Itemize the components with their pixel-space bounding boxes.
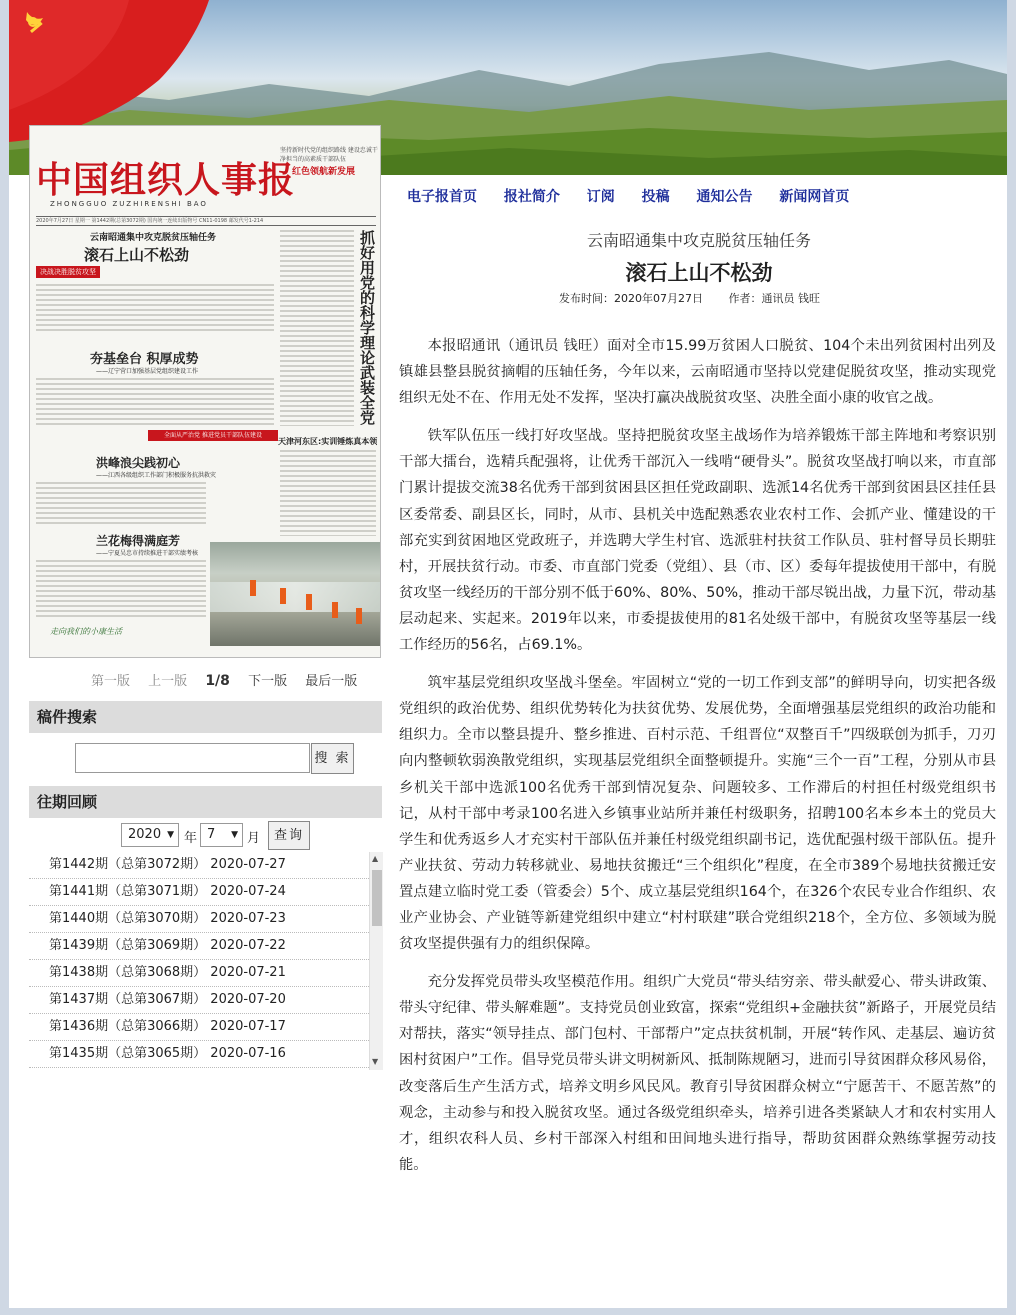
chevron-down-icon: ▼: [167, 830, 174, 840]
preview-text-block: [36, 378, 274, 426]
masthead-pinyin: ZHONGGUO ZUZHIRENSHI BAO: [50, 200, 208, 208]
preview-text-block: [36, 284, 274, 334]
nav-item-about[interactable]: 报社简介: [503, 189, 560, 205]
preview-vertical-headline[interactable]: 抓好用党的科学理论武装全党: [358, 230, 376, 425]
month-select[interactable]: [200, 823, 243, 847]
preview-headline[interactable]: 滚石上山不松劲: [84, 246, 190, 264]
issue-link[interactable]: 第1436期（总第3066期） 2020-07-17: [29, 1014, 369, 1041]
article-title: 滚石上山不松劲: [625, 261, 773, 285]
preview-text-block: [36, 560, 206, 620]
issue-link[interactable]: 第1440期（总第3070期） 2020-07-23: [29, 906, 369, 933]
preview-sub-4: ——宁夏吴忠市持续推进干部实绩考核: [96, 550, 199, 557]
nav-item-subscribe[interactable]: 订阅: [586, 189, 615, 205]
page-navigation: [91, 670, 371, 689]
month-select-value: 7: [207, 827, 216, 842]
preview-side-story[interactable]: 天津河东区:实训锤炼真本领: [278, 437, 378, 446]
page: [9, 0, 1007, 1308]
article-paragraph: 筑牢基层党组织攻坚战斗堡垒。牢固树立“党的一切工作到支部”的鲜明导向，切实把各级党组织的政治优势、组织优势转化为扶贫优势、发展优势，全面增强基层党组织的政治功能和组织力。全市以整县提升、整乡推进、百村示范、千组晋位“双整百千”四级联创为抓手，刀刃向内整顿软弱涣散党组织，实现基层党组织全面整顿提升。实施“三个一百”工程，分别从市县乡机关干部中选派100名优秀干部到情况复杂、问题较多、工作滞后的村担任村级党组织书记，从村干部中考录100名进入乡镇事业站所并兼任村级职务，招聘100名本乡本土的党员大学生和优秀返乡人才充实村干部队伍并兼任村级党组织副书记，选优配强村级干部队伍。提升产业扶贫、劳动力转移就业、易地扶贫搬迁“三个组织化”程度，在全市389个易地扶贫搬迁安置点建立临时党工委（管委会）5个、成立基层党组织164个，在326个农民专业合作组织、农业产业协会、产业链等新建党组织中建立“村村联建”联合党组织218个，全方位、多领域为脱贫攻坚提供强有力的组织保障。: [399, 675, 996, 953]
article-paragraph: 本报昭通讯（通讯员 钱旺）面对全市15.99万贫困人口脱贫、104个未出列贫困村出列及镇雄县整县脱贫摘帽的压轴任务，今年以来，云南昭通市坚持以党建促脱贫攻坚，推动实现党组织无处不在、作用无处不发挥，坚决打赢决战脱贫攻坚、决胜全面小康的收官之战。: [399, 338, 996, 407]
last-page-link[interactable]: 最后一版: [305, 674, 358, 689]
query-button[interactable]: 查询: [268, 821, 310, 850]
preview-photo: [210, 542, 380, 646]
current-page-indicator: 1/8: [205, 673, 230, 689]
article-meta: [559, 290, 842, 306]
article-date: 发布时间：2020年07月27日: [559, 292, 703, 305]
next-page-link[interactable]: 下一版: [248, 674, 288, 689]
preview-text-block: [280, 230, 354, 426]
prev-page-link[interactable]: 上一版: [148, 674, 188, 689]
chevron-down-icon: ▼: [231, 830, 238, 840]
search-button[interactable]: 搜 索: [311, 743, 354, 774]
nav-item-notices[interactable]: 通知公告: [696, 189, 753, 205]
preview-kicker[interactable]: 云南昭通集中攻克脱贫压轴任务: [90, 233, 217, 243]
issue-link[interactable]: 第1438期（总第3068期） 2020-07-21: [29, 960, 369, 987]
issue-link[interactable]: 第1442期（总第3072期） 2020-07-27: [29, 852, 369, 879]
preview-bottom-caption: 走向我们的小康生活: [50, 627, 122, 636]
masthead-side-note: 坚持新时代党的组织路线 建设忠诚干净担当的高素质干部队伍: [280, 147, 378, 163]
article-author: 作者：通讯员 钱旺: [728, 292, 820, 305]
month-label: 月: [247, 831, 261, 846]
article-subtitle: 云南昭通集中攻克脱贫压轴任务: [586, 231, 811, 250]
masthead-title: 中国组织人事报: [36, 159, 296, 201]
preview-tag: 决战决胜脱贫攻坚: [36, 266, 100, 278]
masthead-side-headline: 红色领航新发展: [292, 167, 356, 177]
first-page-link[interactable]: 第一版: [91, 674, 131, 689]
newspaper-page-preview[interactable]: [29, 125, 381, 658]
top-navigation: [407, 186, 871, 206]
preview-sub-3: ——江西各级组织工作部门积极服务抗洪救灾: [96, 472, 217, 479]
issue-list-scrollbar[interactable]: [369, 852, 383, 1070]
issue-list: [29, 852, 383, 1070]
issue-link[interactable]: 第1435期（总第3065期） 2020-07-16: [29, 1041, 369, 1068]
nav-item-epaper-home[interactable]: 电子报首页: [407, 189, 477, 205]
year-select[interactable]: [121, 823, 179, 847]
archive-section-heading: 往期回顾: [29, 786, 382, 818]
nav-item-submit[interactable]: 投稿: [641, 189, 670, 205]
scrollbar-thumb[interactable]: [372, 870, 382, 926]
search-section-heading: 稿件搜索: [29, 701, 382, 733]
masthead-dateline: 2020年7月27日 星期一 第1442期(总第3072期) 国内统一连续出版物号 CN11-0198 邮发代号1-214: [36, 216, 376, 226]
search-input[interactable]: [75, 743, 310, 773]
article-paragraph: 充分发挥党员带头攻坚模范作用。组织广大党员“带头结穷亲、带头献爱心、带头讲政策、带头守纪律、带头解难题”。支持党员创业致富，探索“党组织+金融扶贫”新路子，开展党员结对帮扶，落实“领导挂点、部门包村、干部帮户”定点扶贫机制，开展“转作风、走基层、遍访贫困村贫困户”工作。倡导党员带头讲文明树新风、抵制陈规陋习，进而引导贫困群众移风易俗，改变落后生产生活方式，培养文明乡风民风。教育引导贫困群众树立“宁愿苦干、不愿苦熬”的观念，主动参与和投入脱贫攻坚。通过各级党组织牵头，培养引进各类紧缺人才和农村实用人才，组织农科人员、乡村干部深入村组和田间地头进行指导，帮助贫困群众熟练掌握劳动技能。: [399, 974, 996, 1173]
scroll-down-icon[interactable]: ▼: [372, 1057, 379, 1066]
issue-link[interactable]: 第1441期（总第3071期） 2020-07-24: [29, 879, 369, 906]
scroll-up-icon[interactable]: ▲: [372, 854, 379, 863]
year-label: 年: [184, 831, 198, 846]
article-body: [399, 333, 996, 1190]
preview-headline-3[interactable]: 洪峰浪尖践初心: [96, 456, 181, 470]
year-select-value: 2020: [128, 827, 162, 842]
issue-link[interactable]: 第1439期（总第3069期） 2020-07-22: [29, 933, 369, 960]
nav-item-news-home[interactable]: 新闻网首页: [779, 189, 850, 205]
preview-headline-2[interactable]: 夯基垒台 积厚成势: [90, 352, 199, 367]
preview-text-block: [280, 450, 376, 536]
preview-red-bar: 全面从严治党 推进党员干部队伍建设: [148, 430, 278, 441]
article-paragraph: 铁军队伍压一线打好攻坚战。坚持把脱贫攻坚主战场作为培养锻炼干部主阵地和考察识别干部大擂台，选精兵配强将，让优秀干部沉入一线啃“硬骨头”。脱贫攻坚战打响以来，市直部门累计提拔交流38名优秀干部到贫困县区担任党政副职、选派14名优秀干部到贫困县区挂任县区委常委、副县区长，同时，从市、县机关中选配熟悉农业农村工作、会抓产业、懂建设的干部充实到贫困地区党政班子，并选聘大学生村官、选派驻村扶贫工作队员、驻村督导员长期驻村，开展扶贫行动。市委、市直部门党委（党组）、县（市、区）委每年提拔使用干部中，有脱贫攻坚一线经历的干部分别不低于60%、80%、50%，推动干部尽锐出战，力量下沉，带动基层动起来、实起来。2019年以来，市委提拔使用的81名处级干部中，有脱贫攻坚等基层一线工作经历的56名，占69.1%。: [399, 428, 996, 654]
preview-sub-2: ——辽宁营口加强基层党组织建设工作: [96, 368, 199, 375]
preview-text-block: [36, 482, 206, 526]
preview-headline-4[interactable]: 兰花梅得满庭芳: [96, 534, 181, 548]
issue-link[interactable]: 第1437期（总第3067期） 2020-07-20: [29, 987, 369, 1014]
